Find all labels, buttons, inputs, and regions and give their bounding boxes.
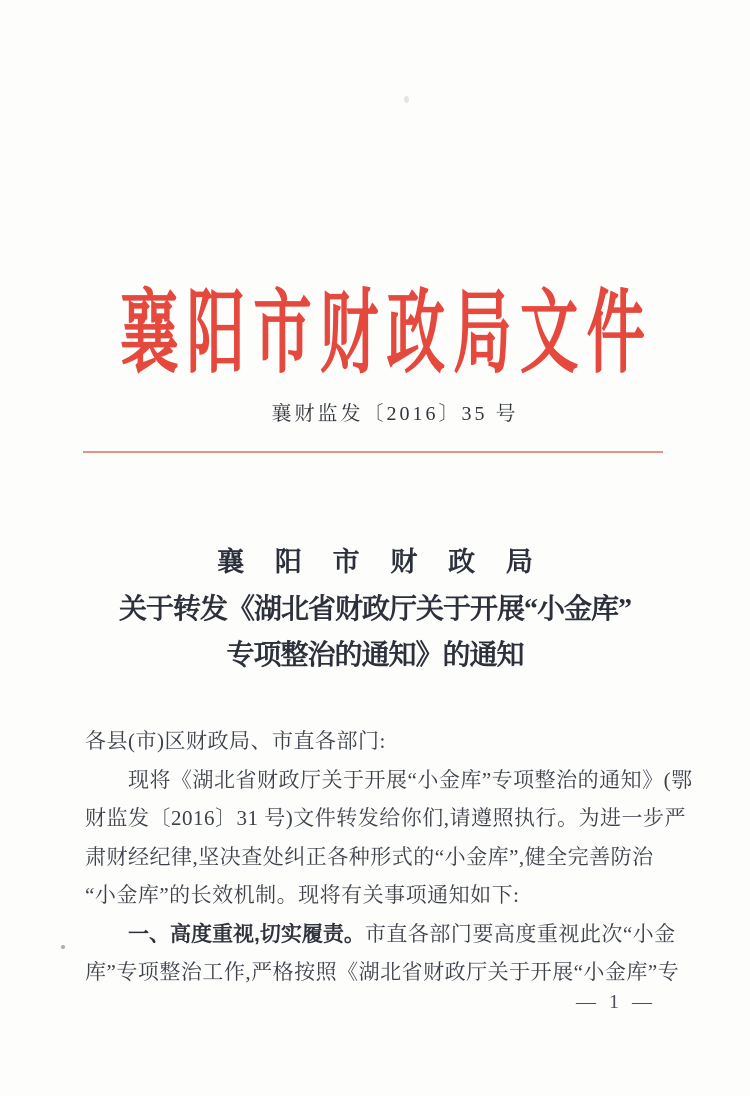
title-subject-line-1: 关于转发《湖北省财政厅关于开展“小金库”: [118, 594, 631, 625]
scan-speck: [404, 96, 409, 103]
body-line-section-heading: [85, 915, 676, 954]
body-line: [85, 838, 671, 877]
body-line: [85, 953, 680, 992]
scan-speck: [61, 945, 65, 949]
body-line: [85, 799, 686, 838]
body-text: 各县(市)区财政局、市直各部门:: [85, 729, 386, 753]
body-text: 市直各部门要高度重视此次“小金: [364, 921, 676, 946]
body-text: 现将《湖北省财政厅关于开展“小金库”专项整治的通知》(鄂: [128, 767, 693, 792]
title-subject-line-2: 专项整治的通知》的通知: [226, 640, 524, 671]
agency-header-title: 襄阳市财政局文件: [120, 282, 654, 385]
document-body: [85, 722, 693, 992]
page-number: — 1 —: [576, 991, 656, 1013]
body-text: 库”专项整治工作,严格按照《湖北省财政厅关于开展“小金库”专: [85, 960, 680, 984]
body-line-salutation: [85, 722, 671, 761]
body-text: 肃财经纪律,坚决查处纠正各种形式的“小金库”,健全完善防治: [85, 844, 654, 869]
body-line: [85, 761, 693, 800]
section-heading-bold: 一、高度重视,切实履责。: [128, 922, 365, 946]
document-number: 襄财监发〔2016〕35 号: [271, 403, 519, 425]
red-divider-line: [83, 451, 663, 453]
body-line: [85, 876, 671, 915]
body-text: “小金库”的长效机制。现将有关事项通知如下:: [85, 883, 520, 907]
title-agency-line: 襄 阳 市 财 政 局: [217, 547, 545, 577]
body-text: 财监发〔2016〕31 号)文件转发给你们,请遵照执行。为进一步严: [85, 806, 686, 830]
